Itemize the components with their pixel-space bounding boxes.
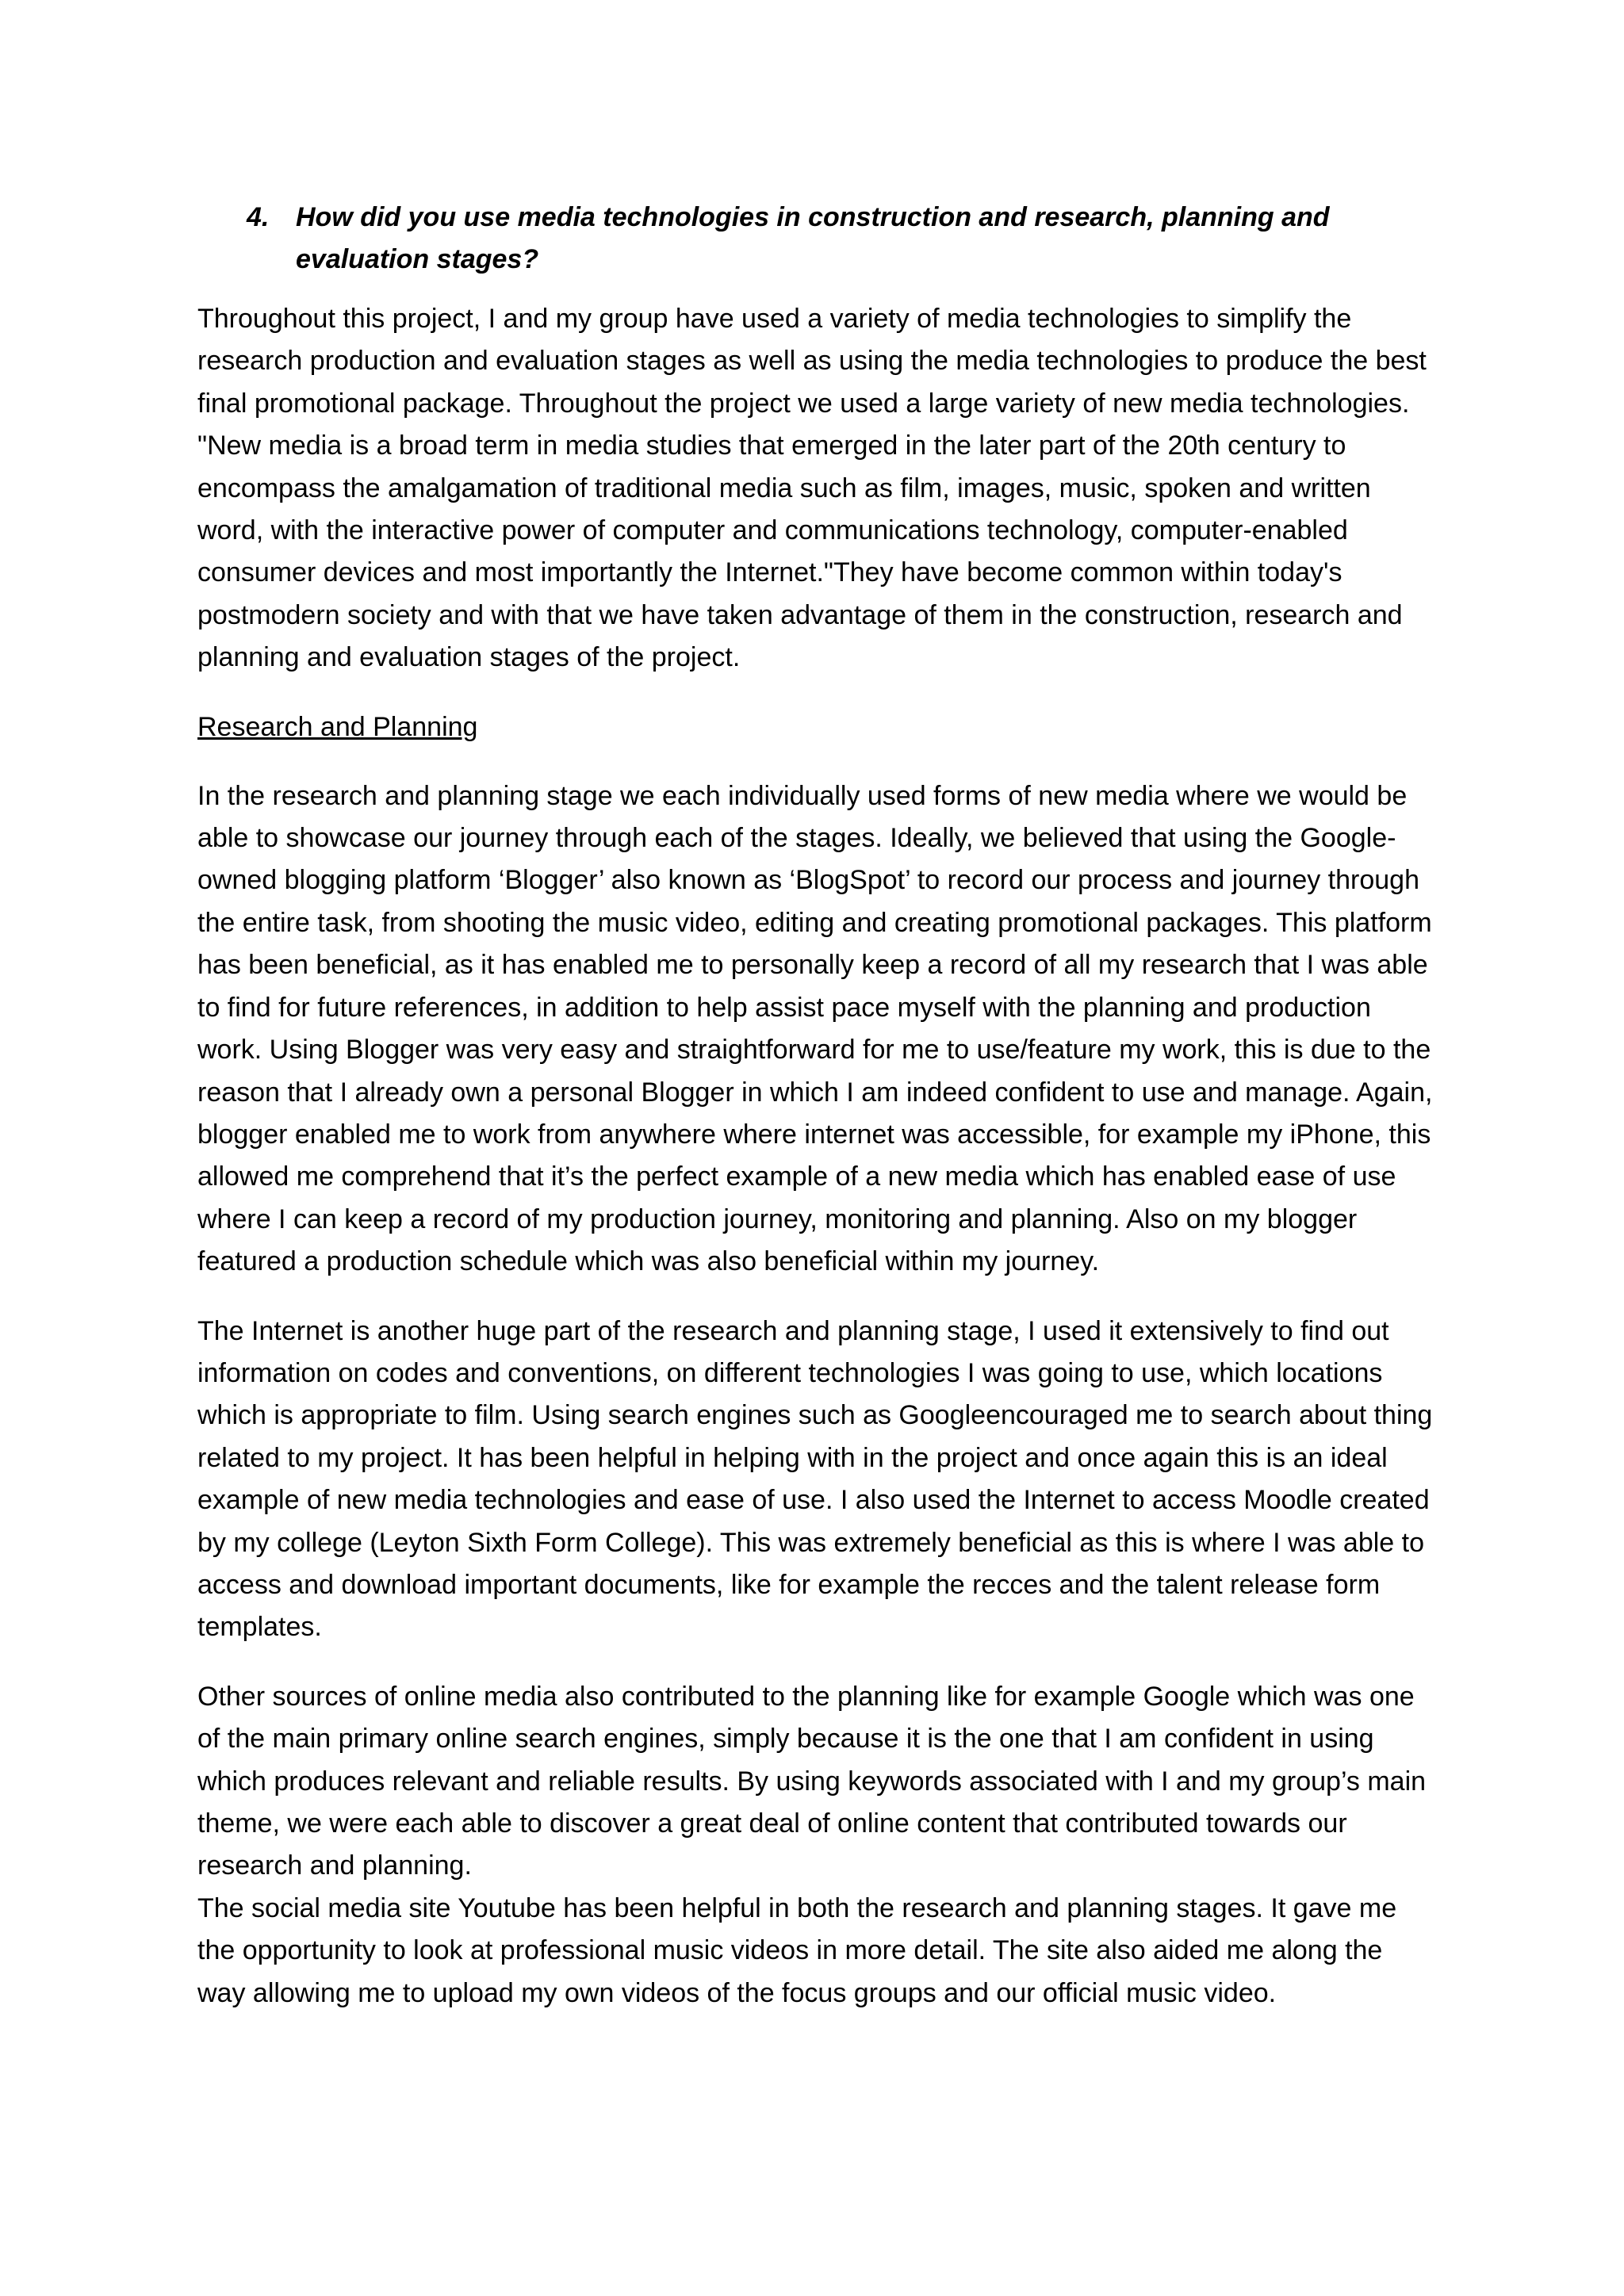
question-text: How did you use media technologies in construction and research, planning and evaluation stages?: [296, 202, 1330, 274]
question-number: 4.: [247, 202, 270, 232]
document-body: [197, 197, 1434, 2042]
paragraph-online-media: Other sources of online media also contributed to the planning like for example Google which was one of the main primary online search engines, simply because it is the one that I am confident in using which produces relevant and reliable results. By using keywords associated with I and my group’s main theme, we were each able to discover a great deal of online content that contributed towards our research and planning.: [197, 1681, 1427, 1881]
intro-paragraph: Throughout this project, I and my group have used a variety of media technologies to simplify the research production and evaluation stages as well as using the media technologies to produce the best final promotional package. Throughout the project we used a large variety of new media technologies. "New media is a broad term in media studies that emerged in the later part of the 20th century to encompass the amalgamation of traditional media such as film, images, music, spoken and written word, with the interactive power of computer and communications technology, computer-enabled consumer devices and most importantly the Internet."They have become common within today's postmodern society and with that we have taken advantage of them in the construction, research and planning and evaluation stages of the project.: [197, 304, 1427, 673]
paragraph-youtube: The social media site Youtube has been helpful in both the research and planning stages. It gave me the opportunity to look at professional music videos in more detail. The site also aided me along the way allowing me to upload my own videos of the focus groups and our official music video.: [197, 1892, 1397, 2008]
paragraph-blogger: In the research and planning stage we each individually used forms of new media where we would be able to showcase our journey through each of the stages. Ideally, we believed that using the Google-owned blogging platform ‘Blogger’ also known as ‘BlogSpot’ to record our process and journey through the entire task, from shooting the music video, editing and creating promotional packages. This platform has been beneficial, as it has enabled me to personally keep a record of all my research that I was able to find for future references, in addition to help assist pace myself with the planning and production work. Using Blogger was very easy and straightforward for me to use/feature my work, this is due to the reason that I already own a personal Blogger in which I am indeed confident to use and manage. Again, blogger enabled me to work from anywhere where internet was accessible, for example my iPhone, this allowed me comprehend that it’s the perfect example of a new media which has enabled ease of use where I can keep a record of my production journey, monitoring and planning. Also on my blogger featured a production schedule which was also beneficial within my journey.: [197, 780, 1433, 1277]
question-heading: [197, 197, 1434, 281]
paragraph-internet: The Internet is another huge part of the research and planning stage, I used it extensively to find out information on codes and conventions, on different technologies I was going to use, which locations which is appropriate to film. Using search engines such as Googleencouraged me to search about thing related to my project. It has been helpful in helping with in the project and once again this is an ideal example of new media technologies and ease of use. I also used the Internet to access Moodle created by my college (Leyton Sixth Form College). This was extremely beneficial as this is where I was able to access and download important documents, like for example the recces and the talent release form templates.: [197, 1315, 1433, 1643]
section-heading-research-planning: Research and Planning: [197, 711, 478, 742]
